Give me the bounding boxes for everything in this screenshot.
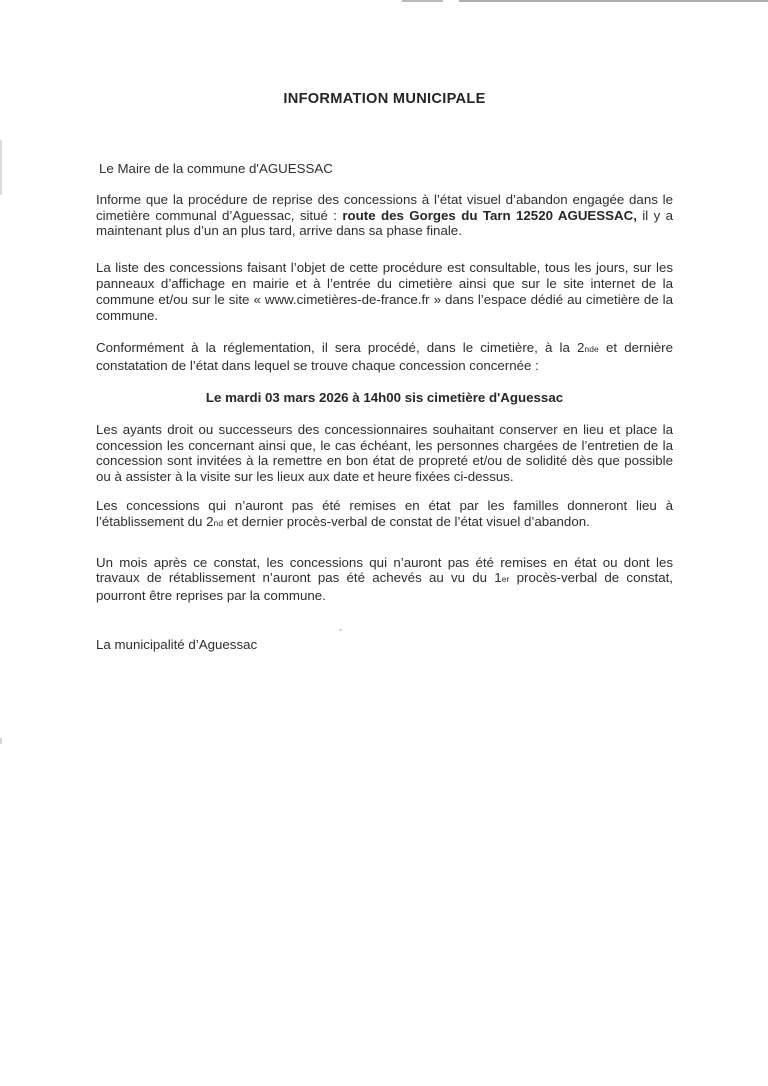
paragraph-text: Un mois après ce constat, les concessions qui n’auront pas été remises en état ou dont les travaux de rétablissement n’auront pas été achevés au vu du 1 [96, 554, 673, 586]
paragraph-text: Conformément à la réglementation, il sera procédé, dans le cimetière, à la 2 [96, 340, 585, 356]
paragraph-regulation [96, 340, 673, 374]
document-title: INFORMATION MUNICIPALE [283, 91, 486, 107]
paragraph-proces-verbal [96, 498, 673, 532]
scan-artifact-left-tick [0, 738, 2, 744]
paragraph-text: procès-verbal de constat, pourront être reprises par la commune. [96, 570, 673, 604]
ordinal-suffix: er [501, 574, 510, 585]
meeting-date-line: Le mardi 03 mars 2026 à 14h00 sis cimetière d'Aguessac [205, 389, 564, 405]
paragraph-text: et dernière constatation de l’état dans lequel se trouve chaque concession concernée : [96, 340, 674, 374]
paragraph-text: et dernier procès-verbal de constat de l’état visuel d’abandon. [223, 513, 590, 529]
paragraph-procedure-intro [96, 192, 673, 239]
ordinal-suffix: nd [213, 517, 224, 528]
salutation-line: Le Maire de la commune d'AGUESSAC [99, 161, 333, 176]
document-content [96, 0, 673, 653]
ordinal-suffix: nde [584, 344, 599, 355]
paragraph-text: il y a maintenant plus d’un an plus tard, arrive dans sa phase finale. [96, 207, 674, 239]
paragraph-reprise [96, 555, 673, 604]
paragraph-text: Les concessions qui n’auront pas été remises en état par les familles donneront lieu à l’établissement du 2 [96, 497, 673, 529]
scan-artifact-left-streak [0, 140, 2, 195]
paragraph-list-consultation: La liste des concessions faisant l’objet de cette procédure est consultable, tous les jours, sur les panneaux d’affichage en mairie et à l’entrée du cimetière ainsi que sur le site internet de la commune et/ou sur le site « www.cimetières-de-france.fr » dans l’espace dédié au cimetière de la commune. [96, 260, 673, 323]
signature-line: La municipalité d’Aguessac [96, 636, 258, 652]
cemetery-address-bold: route des Gorges du Tarn 12520 AGUESSAC, [342, 207, 637, 223]
paragraph-text: Informe que la procédure de reprise des concessions à l’état visuel d’abandon engagée dans le cimetière communal d’Aguessac, situé : [96, 191, 673, 223]
paragraph-rights-holders: Les ayants droit ou successeurs des concessionnaires souhaitant conserver en lieu et place la concession les concernant ainsi que, le cas échéant, les personnes chargées de l’entretien de la concession sont invitées à la remettre en bon état de propreté et/ou de solidité dès que possible ou à assister à la visite sur les lieux aux date et heure fixées ci-dessus. [96, 421, 673, 485]
